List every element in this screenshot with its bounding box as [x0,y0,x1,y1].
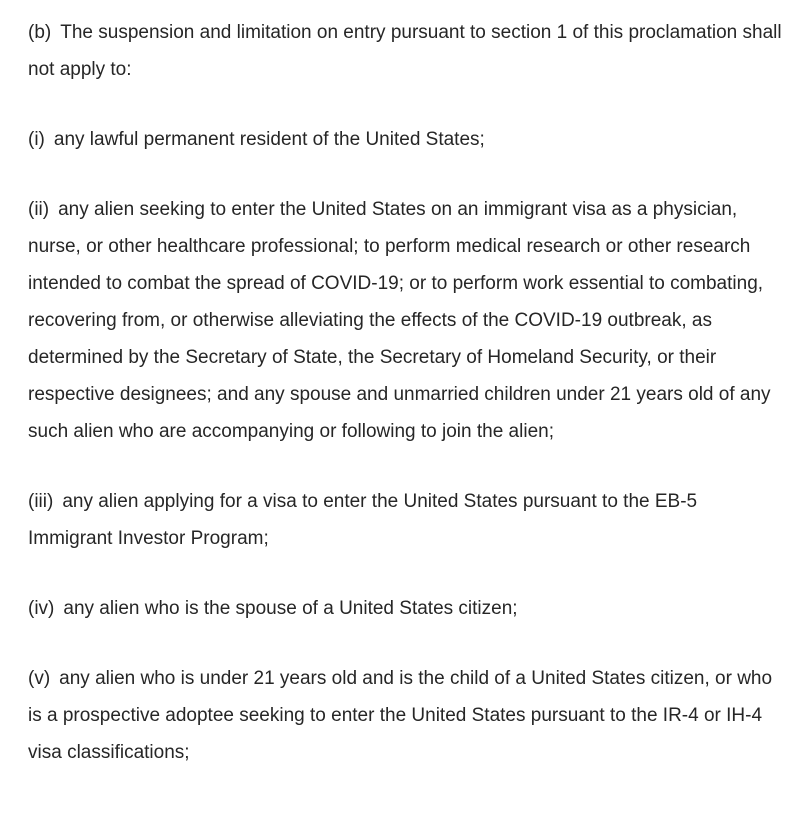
paragraph-marker: (iii) [28,491,54,512]
paragraph-marker: (ii) [28,199,50,220]
paragraph-text: any alien who is the spouse of a United States citizen; [63,598,518,619]
paragraph-b [28,14,786,88]
paragraph-ii [28,191,786,450]
paragraph-text: any alien who is under 21 years old and is the child of a United States citizen, or who is a prospective adoptee seeking to enter the United States pursuant to the IR-4 or IH-4 visa classifications; [28,668,773,763]
paragraph-text: any alien applying for a visa to enter the United States pursuant to the EB-5 Immigrant Investor Program; [28,491,698,549]
paragraph-marker: (i) [28,129,45,150]
paragraph-i [28,121,786,158]
paragraph-marker: (v) [28,668,51,689]
paragraph-v [28,660,786,771]
paragraph-marker: (iv) [28,598,55,619]
paragraph-text: any lawful permanent resident of the United States; [53,129,485,150]
paragraph-text: The suspension and limitation on entry pursuant to section 1 of this proclamation shall not apply to: [28,22,782,80]
paragraph-iii [28,483,786,557]
paragraph-iv [28,590,786,627]
paragraph-marker: (b) [28,22,52,43]
paragraph-text: any alien seeking to enter the United States on an immigrant visa as a physician, nurse, or other healthcare professional; to perform medical research or other research intended to combat the spread of COVID-19; or to perform work essential to combating, recovering from, or otherwise alleviating the effects of the COVID-19 outbreak, as determined by the Secretary of State, the Secretary of Homeland Security, or their respective designees; and any spouse and unmarried children under 21 years old of any such alien who are accompanying or following to join the alien; [28,199,771,442]
